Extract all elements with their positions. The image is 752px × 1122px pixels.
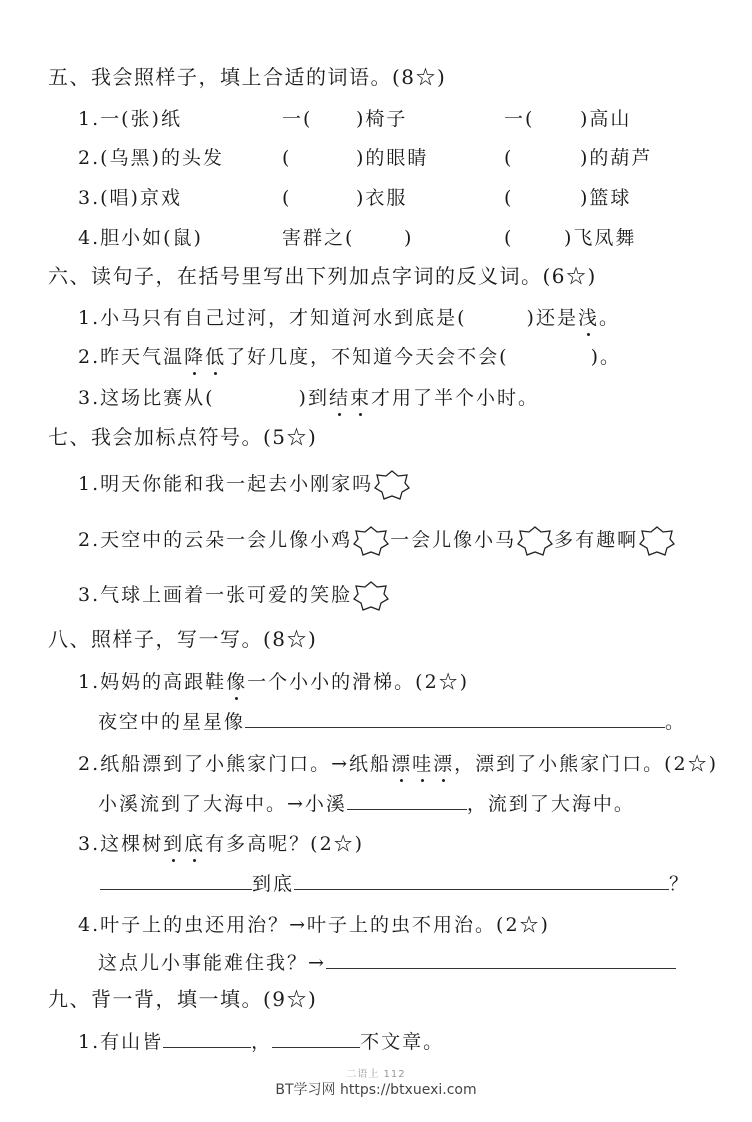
section-8-title: 八、照样子，写一写。(8☆) <box>48 627 318 651</box>
s6-q2-text-a: 2.昨天气温 <box>78 346 185 368</box>
s8-q3-text-b: 有多高呢？(2☆) <box>205 833 365 855</box>
s5-row1-col2-close: )椅子 <box>356 108 408 130</box>
answer-blank[interactable] <box>100 871 252 890</box>
s5-row2-col2-open: ( <box>282 147 292 169</box>
s8-q4: 4.叶子上的虫还用治？→叶子上的虫不用治。(2☆) <box>78 914 550 936</box>
s5-row3-col2-open: ( <box>282 187 292 209</box>
s6-q1 <box>78 305 620 331</box>
answer-blank[interactable] <box>245 709 665 728</box>
s8-q4-answer-text: 这点儿小事能难住我？→ <box>98 952 326 974</box>
answer-blank[interactable] <box>163 1029 251 1048</box>
s9-q1-text-a: 1.有山皆 <box>78 1031 164 1053</box>
punctuation-box-icon[interactable] <box>517 526 553 556</box>
s5-row4-col2-close: ) <box>404 227 414 249</box>
s8-q3-dotted-char-2: 底 <box>184 833 206 855</box>
s5-row1-col3-open: 一( <box>504 108 535 130</box>
s8-q2-answer-end: ，流到了大海中。 <box>466 793 635 815</box>
s8-q3-dotted-char-1: 到 <box>163 833 185 855</box>
answer-blank[interactable] <box>294 871 669 890</box>
answer-blank[interactable] <box>326 950 676 969</box>
answer-blank[interactable] <box>347 791 467 810</box>
s8-q1-answer-end: 。 <box>665 711 687 733</box>
s8-q3 <box>78 831 364 857</box>
s8-q2-answer <box>98 791 635 817</box>
s8-q2-text-a: 2.纸船漂到了小熊家门口。→纸船 <box>78 753 392 775</box>
s7-q1-text: 1.明天你能和我一起去小刚家吗 <box>78 473 374 495</box>
s8-q1-dotted-char: 像 <box>226 671 248 693</box>
s8-q1-answer <box>98 709 686 735</box>
s8-q2-text-b: ，漂到了小熊家门口。(2☆) <box>454 753 719 775</box>
s6-q2-text-c: )。 <box>590 346 622 368</box>
s6-q2 <box>78 344 621 370</box>
section-5-title: 五、我会照样子，填上合适的词语。(8☆) <box>48 65 447 89</box>
punctuation-box-icon[interactable] <box>353 581 389 611</box>
s5-row2-col3-close: )的葫芦 <box>580 147 653 169</box>
watermark: BT学习网 https://btxuexi.com <box>275 1082 477 1098</box>
s6-q1-text-a: 1.小马只有自己过河，才知道河水到底是( <box>78 307 467 329</box>
s6-q3-dotted-char-1: 结 <box>328 387 350 409</box>
s5-row2-example: 2.(乌黑)的头发 <box>78 147 224 169</box>
s5-row1-col3-close: )高山 <box>580 108 632 130</box>
s8-q1 <box>78 669 469 695</box>
s9-q1-text-c: 不文章。 <box>360 1031 445 1053</box>
s8-q1-text-a: 1.妈妈的高跟鞋 <box>78 671 227 693</box>
s9-q1-text-b: ， <box>251 1031 273 1053</box>
s5-row1-example: 1.一(张)纸 <box>78 108 182 130</box>
s5-row4-col2-open: 害群之( <box>282 227 355 249</box>
s5-row2-col2-close: )的眼睛 <box>356 147 429 169</box>
s7-q2-text-a: 2.天空中的云朵一会儿像小鸡 <box>78 529 353 551</box>
s8-q2-dotted-char-3: 漂 <box>433 753 455 775</box>
s6-q3-text-c: 才用了半个小时。 <box>371 387 540 409</box>
s6-q2-dotted-char-1: 降 <box>184 346 206 368</box>
s6-q1-text-c: 。 <box>598 307 620 329</box>
s6-q3 <box>78 385 539 411</box>
s6-q2-dotted-char-2: 低 <box>205 346 227 368</box>
s7-q2-text-b: 一会儿像小马 <box>390 529 517 551</box>
punctuation-box-icon[interactable] <box>374 470 410 500</box>
s6-q3-text-a: 3.这场比赛从( <box>78 387 215 409</box>
s7-q2-text-c: 多有趣啊 <box>554 529 639 551</box>
s7-q3 <box>78 580 390 611</box>
s8-q3-answer-mid: 到底 <box>252 873 295 895</box>
s5-row4-example: 4.胆小如(鼠) <box>78 227 203 249</box>
section-6-title: 六、读句子，在括号里写出下列加点字词的反义词。(6☆) <box>48 264 597 288</box>
s5-row3-example: 3.(唱)京戏 <box>78 187 182 209</box>
answer-blank[interactable] <box>272 1029 360 1048</box>
page-footer <box>0 1062 752 1099</box>
s9-q1 <box>78 1029 444 1055</box>
s7-q1 <box>78 469 411 500</box>
s8-q4-answer <box>98 950 676 976</box>
section-9-title: 九、背一背，填一填。(9☆) <box>48 987 318 1011</box>
s8-q2-dotted-char-1: 漂 <box>391 753 413 775</box>
s8-q3-answer <box>100 871 690 897</box>
s5-row3-col3-open: ( <box>504 187 514 209</box>
s5-row3-col2-close: )衣服 <box>356 187 408 209</box>
s8-q1-text-b: 一个小小的滑梯。(2☆) <box>247 671 470 693</box>
s6-q2-text-b: 了好几度，不知道今天会不会( <box>226 346 509 368</box>
s8-q2 <box>78 751 718 777</box>
s5-row1-col2-open: 一( <box>282 108 313 130</box>
s5-row3-col3-close: )篮球 <box>580 187 632 209</box>
s7-q2 <box>78 525 676 556</box>
s6-q3-dotted-char-2: 束 <box>349 387 371 409</box>
s8-q3-text-a: 3.这棵树 <box>78 833 164 855</box>
s6-q1-text-b: )还是 <box>526 307 578 329</box>
section-7-title: 七、我会加标点符号。(5☆) <box>48 425 318 449</box>
s6-q3-text-b: )到 <box>298 387 329 409</box>
s8-q2-answer-text: 小溪流到了大海中。→小溪 <box>98 793 347 815</box>
punctuation-box-icon[interactable] <box>639 526 675 556</box>
s6-q1-dotted-char: 浅 <box>577 307 599 329</box>
s5-row4-col3-open: ( <box>504 227 514 249</box>
s8-q1-answer-text: 夜空中的星星像 <box>98 711 246 733</box>
page-number: 二语上 112 <box>346 1069 406 1080</box>
s5-row4-col3-close: )飞凤舞 <box>564 227 637 249</box>
s5-row2-col3-open: ( <box>504 147 514 169</box>
punctuation-box-icon[interactable] <box>353 526 389 556</box>
s8-q2-dotted-char-2: 哇 <box>412 753 434 775</box>
s8-q3-answer-end: ？ <box>669 873 691 895</box>
s7-q3-text: 3.气球上画着一张可爱的笑脸 <box>78 584 353 606</box>
